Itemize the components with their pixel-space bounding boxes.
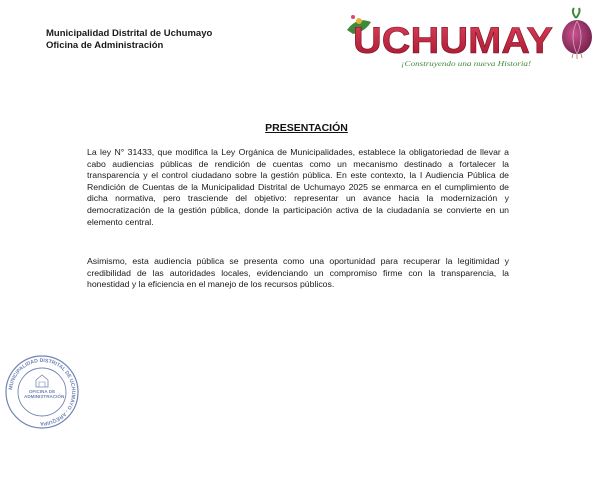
logo-wordmark: UCHUMAY <box>353 20 554 61</box>
stamp-center-text: OFICINA DE ADMINISTRACIÓN <box>24 389 65 400</box>
office-name: Oficina de Administración <box>46 40 164 51</box>
page-title: PRESENTACIÓN <box>265 122 348 134</box>
paragraph-1: La ley N° 31433, que modifica la Ley Orgánica de Municipalidades, establece la obligatoriedad de llevar a cabo audiencias públicas de rendición de cuentas como un mecanismo destinado a fortalecer la transparencia y el control ciudadano sobre la gestión pública. En este contexto, la I Audiencia Pública de Rendición de Cuentas de la Municipalidad Distrital de Uchumayo 2025 se enmarca en el cumplimiento de dicha normativa, pero trasciende del objetivo: representar un avance hacia la modernización y democratización de la gestión pública, donde la participación activa de la ciudadanía se convierte en un elemento central. <box>87 147 509 227</box>
municipality-name: Municipalidad Distrital de Uchumayo <box>46 28 213 39</box>
stamp-ring-text: MUNICIPALIDAD DISTRITAL DE UCHUMAYO - AREQUIPA <box>8 357 77 427</box>
uchumayo-logo <box>343 8 595 70</box>
paragraph-2: Asimismo, esta audiencia pública se presenta como una oportunidad para recuperar la legitimidad y credibilidad de las autoridades locales, evidenciando un compromiso firme con la transparencia, la honestidad y la eficiencia en el manejo de los recursos públicos. <box>87 256 509 290</box>
logo-slogan: ¡Construyendo una nueva Historia! <box>401 60 532 68</box>
official-stamp <box>3 353 81 431</box>
stamp-emblem-icon <box>36 375 48 387</box>
letterhead <box>46 28 212 52</box>
onion-icon <box>562 8 592 59</box>
